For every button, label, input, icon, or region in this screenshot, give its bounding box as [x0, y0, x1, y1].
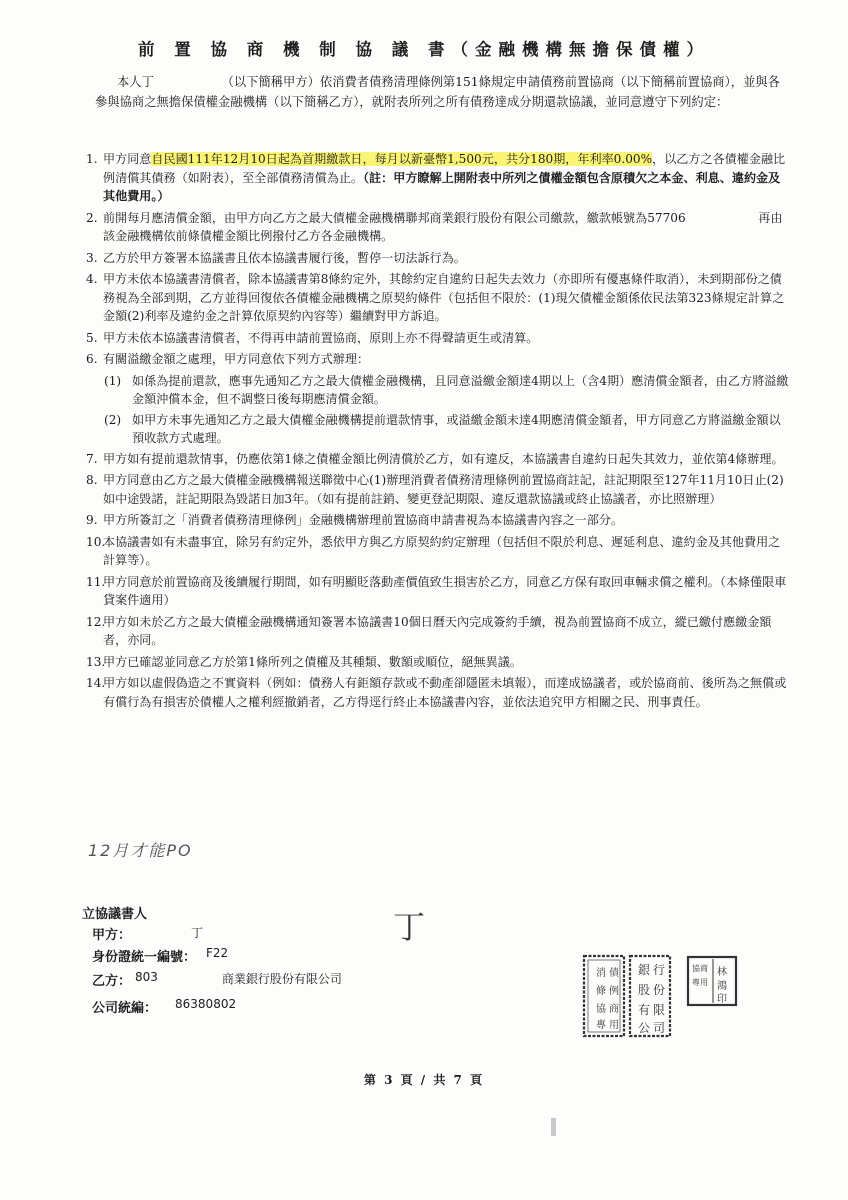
clause-number: 14.: [86, 676, 106, 690]
clause-7: [86, 450, 792, 469]
svg-text:消: 消: [596, 968, 606, 979]
clause-3: [86, 249, 792, 268]
page-number: 第 3 頁 / 共 7 頁: [363, 1073, 485, 1087]
svg-text:印: 印: [717, 994, 727, 1005]
clause-10: [86, 533, 792, 570]
sub-clause-2: [104, 411, 792, 448]
clause-number: 4.: [86, 272, 98, 286]
sub-clause-1: [104, 372, 792, 409]
clause-number: 10.: [86, 534, 106, 549]
signature-mark: 丁: [393, 908, 426, 946]
sub-clause-body: 如甲方未事先通知乙方之最大債權金融機構提前還款情事，或溢繳金額未達4期應清償金額者，甲方同意乙方將溢繳金額以預收款方式處理。: [132, 412, 781, 445]
clause-number: 5.: [86, 330, 98, 345]
svg-text:份: 份: [653, 983, 666, 997]
clause-body: 前開每月應清償金額，由甲方向乙方之最大債權金融機構聯邦商業銀行股份有限公司繳款，繳款帳號為57706 再由該金融機構依前條債權金額比例撥付乙方各金融機構。: [103, 210, 783, 243]
sub-clause-number: (2): [104, 412, 122, 427]
company-id-row: [92, 997, 236, 1016]
svg-text:專用: 專用: [692, 978, 708, 987]
party-a-row: [92, 924, 203, 943]
party-b-label: 乙方：: [92, 974, 132, 989]
svg-text:例: 例: [609, 986, 619, 997]
sub-clause-body: 如係為提前還款，應事先通知乙方之最大債權金融機構，且同意溢繳金額達4期以上（含4期）應清償金額者，由乙方將溢繳金額沖償本金，但不調整日後每期應清償金額。: [132, 373, 789, 406]
scan-artifact: [551, 1118, 556, 1136]
clause-1-post: ，以乙方之各債權金融比例清償其債務（如附表），至全部債務清償為止。: [103, 152, 786, 185]
svg-text:林: 林: [717, 967, 727, 978]
svg-text:商: 商: [609, 1004, 619, 1015]
clause-number: 7.: [86, 451, 98, 466]
clause-1: [86, 150, 792, 206]
clause-body: 有關溢繳金額之處理，甲方同意依下列方式辦理：: [103, 352, 370, 366]
clause-number: 1.: [86, 152, 98, 166]
id-label: 身份證統一編號：: [92, 950, 197, 965]
clause-number: 12.: [86, 614, 106, 629]
svg-text:債: 債: [609, 968, 619, 979]
clause-body: 甲方如有提前還款情事，仍應依第1條之債權金額比例清償於乙方，如有違反，本協議書自違約日起失其效力，並依第4條辦理。: [103, 451, 784, 466]
clause-body: 本協議書如有未盡事宜，除另有約定外，悉依甲方與乙方原契約約定辦理（包括但不限於利息、遲延利息、違約金及其他費用之計算等）。: [103, 534, 781, 567]
clause-number: 8.: [86, 473, 98, 487]
clause-2: [86, 209, 792, 246]
clause-number: 2.: [86, 210, 98, 225]
svg-text:司: 司: [653, 1021, 666, 1035]
clause-12: [86, 613, 792, 650]
clause-body: 甲方未依本協議書清償者，除本協議書第8條約定外，其餘約定自違約日起失去效力（亦即所有優惠條件取消），未到期部份之債務視為全部到期，乙方並得回復依各債權金融機構之原契約條件（包括但不限於：(1)現欠債權金額係依民法第323條規定計算之金額(2)利率及違約金之計算依原契約內容等）繼續對甲方訴追。: [103, 272, 785, 323]
clause-number: 13.: [86, 654, 106, 669]
svg-text:協: 協: [596, 1004, 606, 1015]
clause-1-pre: 甲方同意: [103, 152, 152, 166]
id-row: [92, 946, 228, 965]
clause-body: 甲方同意於前置協商及後續履行期間，如有明顯貶落動產價值致生損害於乙方，同意乙方保有取回車輛求償之權利。（本條僅限車貸案件適用）: [103, 574, 787, 607]
svg-text:公: 公: [638, 1021, 651, 1035]
clause-body: 甲方同意由乙方之最大債權金融機構報送聯徵中心(1)辦理消費者債務清理條例前置協商註記，註記期限至127年11月10日止(2)如中途毀諾，註記期限為毀諾日加3年。（如有提前註銷、變更登記期限、違反還款協議或終止協議者，亦比照辦理）: [103, 473, 784, 506]
party-a-name: 丁: [191, 926, 204, 940]
clause-list: [86, 150, 792, 714]
party-a-label: 甲方：: [92, 928, 132, 943]
sub-clause-number: (1): [104, 373, 122, 388]
representative-seal-stamp: [686, 955, 738, 1007]
svg-text:用: 用: [609, 1020, 619, 1031]
clause-5: [86, 329, 792, 348]
clause-4: [86, 270, 792, 326]
document-title: 前 置 協 商 機 制 協 議 書（金融機構無擔保債權）: [138, 40, 710, 59]
svg-text:專: 專: [596, 1020, 606, 1031]
svg-text:條: 條: [596, 986, 606, 997]
company-id-label: 公司統編：: [92, 1001, 158, 1016]
handwritten-note: 12月才能PO: [88, 841, 193, 860]
payment-terms-highlight: 自民國111年12月10日起為首期繳款日，每月以新臺幣1,500元，共分180期，年利率0.00%: [151, 152, 653, 166]
clause-body: 乙方於甲方簽署本協議書且依本協議書履行後，暫停一切法訴行為。: [103, 250, 466, 265]
clause-body: 甲方如未於乙方之最大債權金融機構通知簽署本協議書10個日曆天內完成簽約手續，視為前置協商不成立，縱已繳付應繳金額者，亦同。: [103, 614, 772, 647]
intro-paragraph: 本人丁 （以下簡稱甲方）依消費者債務清理條例第151條規定申請債務前置協商（以下簡稱前置協商），並與各參與協商之無擔保債權金融機構（以下簡稱乙方），就附表所列之所有債務達成分期還款協議，並同意遵守下列約定：: [95, 75, 780, 109]
signatory-heading: 立協議書人: [82, 907, 148, 922]
clause-14: [86, 674, 792, 711]
clause-body: 甲方未依本協議書清償者，不得再申請前置協商，原則上亦不得聲請更生或清算。: [103, 330, 539, 345]
committee-seal-stamp: [582, 954, 626, 1038]
clause-13: [86, 653, 792, 672]
clause-9: [86, 511, 792, 530]
svg-text:協商: 協商: [692, 964, 708, 973]
id-value: F22: [206, 946, 229, 960]
clause-body: 甲方已確認並同意乙方於第1條所列之債權及其種類、數額或順位，絕無異議。: [103, 654, 522, 669]
svg-text:股: 股: [638, 983, 651, 997]
clause-8: [86, 471, 792, 508]
clause-number: 9.: [86, 513, 98, 527]
clause-11: [86, 573, 792, 610]
clause-number: 3.: [86, 250, 98, 265]
clause-body: [103, 150, 792, 206]
svg-text:限: 限: [653, 1003, 666, 1017]
clause-body: 甲方所簽訂之「消費者債務清理條例」金融機構辦理前置協商申請書視為本協議書內容之一部分。: [103, 513, 624, 527]
clause-1-note: （註：甲方瞭解上開附表中所列之債權金額包含原積欠之本金、利息、違約金及其他費用。）: [103, 170, 781, 203]
party-b-code: 803: [135, 970, 158, 984]
party-b-name: 商業銀行股份有限公司: [221, 972, 342, 986]
clause-number: 6.: [86, 352, 98, 366]
svg-text:行: 行: [653, 963, 666, 977]
clause-6: [86, 350, 792, 369]
company-id-value: 86380802: [175, 997, 237, 1011]
svg-text:銀: 銀: [638, 963, 651, 977]
party-b-row: [92, 970, 342, 989]
svg-text:鴻: 鴻: [717, 981, 727, 992]
svg-text:有: 有: [638, 1003, 651, 1017]
clause-number: 11.: [86, 574, 106, 589]
bank-seal-stamp: [628, 954, 672, 1038]
clause-body: 甲方如以虛假偽造之不實資料（例如：債務人有鉅額存款或不動產卻隱匿未填報），而達成協議者，或於協商前、後所為之無償或有償行為有損害於債權人之權利經撤銷者，乙方得逕行終止本協議書內容，並依法追究甲方相關之民、刑事責任。: [103, 676, 787, 709]
